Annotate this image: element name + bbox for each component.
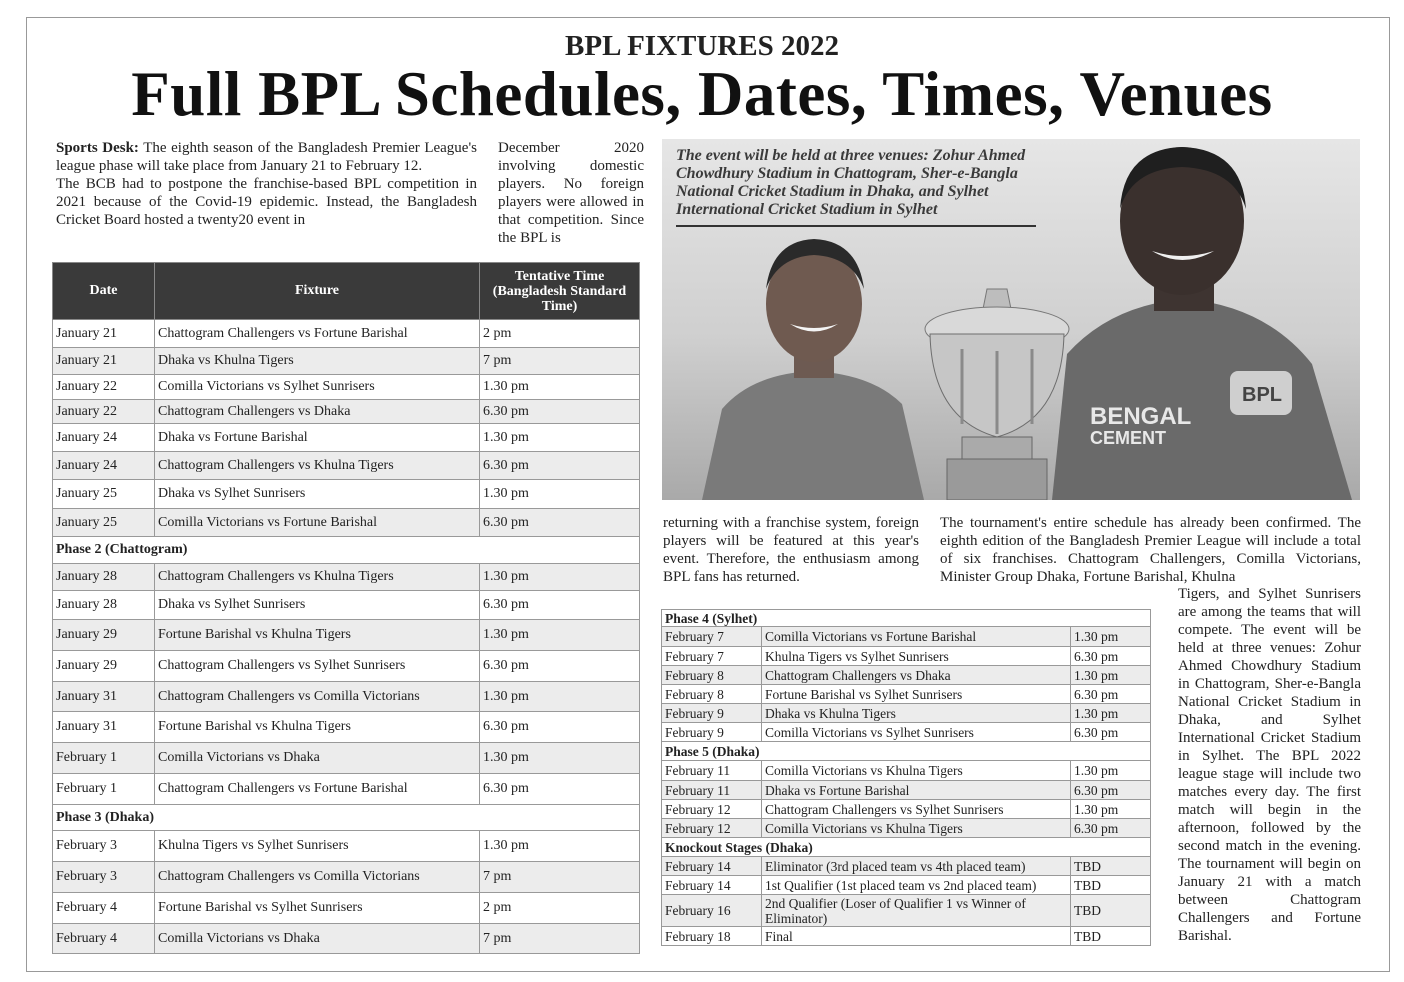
fixture-cell: Dhaka vs Sylhet Sunrisers [155,591,480,620]
table-row [662,781,1151,800]
table-row [662,800,1151,819]
fixture-cell: Chattogram Challengers vs Khulna Tigers [155,564,480,591]
table-row [53,320,640,348]
date-cell: January 24 [53,424,155,452]
time-cell: 6.30 pm [480,509,640,537]
body-column-a: returning with a franchise system, foreign players will be featured at this year's event. Therefore, the enthusiasm among BPL fans has returned. [663,515,919,585]
table-row [662,666,1151,685]
phase-label: Phase 2 (Chattogram) [53,537,640,564]
date-cell: February 1 [53,774,155,805]
time-cell: 1.30 pm [480,682,640,712]
fixture-cell: Dhaka vs Sylhet Sunrisers [155,480,480,509]
fixture-cell: Chattogram Challengers vs Dhaka [155,400,480,424]
date-cell: January 28 [53,591,155,620]
time-cell: 6.30 pm [1071,685,1151,704]
date-cell: January 22 [53,375,155,400]
table-row [662,704,1151,723]
table-row [662,927,1151,946]
fixture-cell: 1st Qualifier (1st placed team vs 2nd placed team) [762,876,1071,895]
fixture-cell: Comilla Victorians vs Dhaka [155,743,480,774]
table-row [53,682,640,712]
bpl-badge-text: BPL [1242,384,1282,406]
fixture-cell: Comilla Victorians vs Fortune Barishal [155,509,480,537]
table-row [53,774,640,805]
time-cell: 1.30 pm [480,424,640,452]
fixture-cell: Comilla Victorians vs Khulna Tigers [762,819,1071,838]
phase-label: Knockout Stages (Dhaka) [662,838,1151,857]
fixture-cell: Chattogram Challengers vs Sylhet Sunrisers [155,651,480,682]
table-row [53,651,640,682]
date-cell: February 7 [662,627,762,647]
fixture-cell: Comilla Victorians vs Fortune Barishal [762,627,1071,647]
table-row [662,685,1151,704]
time-cell: 1.30 pm [1071,761,1151,781]
table-row [53,591,640,620]
table-row [662,819,1151,838]
table-row [662,876,1151,895]
date-cell: February 12 [662,819,762,838]
table-row [53,424,640,452]
header-fixture: Fixture [155,263,480,320]
header-date: Date [53,263,155,320]
table-row [662,857,1151,876]
date-cell: February 3 [53,862,155,893]
fixtures-table-1 [52,262,640,954]
fixture-cell: Khulna Tigers vs Sylhet Sunrisers [155,831,480,862]
phase-label: Phase 3 (Dhaka) [53,805,640,831]
table-row [53,348,640,375]
table-row [53,862,640,893]
time-cell: 6.30 pm [480,712,640,743]
date-cell: January 29 [53,651,155,682]
date-cell: January 24 [53,452,155,480]
table-row [53,509,640,537]
fixture-cell: Chattogram Challengers vs Comilla Victorians [155,682,480,712]
date-cell: January 29 [53,620,155,651]
fixture-cell: Chattogram Challengers vs Khulna Tigers [155,452,480,480]
players-trophy-photo [662,139,1360,500]
time-cell: TBD [1071,927,1151,946]
time-cell: 6.30 pm [480,400,640,424]
phase-label: Phase 5 (Dhaka) [662,742,1151,761]
table-row [662,895,1151,927]
date-cell: February 3 [53,831,155,862]
intro-column-1 [56,139,477,229]
date-cell: February 12 [662,800,762,819]
fixture-cell: Comilla Victorians vs Khulna Tigers [762,761,1071,781]
phase-label: Phase 4 (Sylhet) [662,610,1151,627]
fixture-cell: Fortune Barishal vs Khulna Tigers [155,712,480,743]
time-cell: 2 pm [480,893,640,924]
jersey-text-line-2: CEMENT [1090,428,1166,448]
table-row [662,723,1151,742]
time-cell: 6.30 pm [1071,647,1151,666]
headline: Full BPL Schedules, Dates, Times, Venues [131,59,1273,129]
date-cell: February 4 [53,893,155,924]
fixture-cell: Dhaka vs Fortune Barishal [155,424,480,452]
time-cell: 6.30 pm [480,651,640,682]
fixture-cell: Dhaka vs Khulna Tigers [762,704,1071,723]
time-cell: 1.30 pm [1071,704,1151,723]
fixture-cell: 2nd Qualifier (Loser of Qualifier 1 vs Winner of Eliminator) [762,895,1071,927]
phase-row [662,742,1151,761]
date-cell: February 18 [662,927,762,946]
fixture-cell: Chattogram Challengers vs Fortune Barishal [155,774,480,805]
table-row [53,375,640,400]
date-cell: January 31 [53,712,155,743]
fixture-cell: Chattogram Challengers vs Fortune Barishal [155,320,480,348]
time-cell: 6.30 pm [1071,781,1151,800]
fixture-cell: Khulna Tigers vs Sylhet Sunrisers [762,647,1071,666]
fixture-cell: Eliminator (3rd placed team vs 4th placed team) [762,857,1071,876]
table-row [53,452,640,480]
fixture-cell: Fortune Barishal vs Sylhet Sunrisers [762,685,1071,704]
date-cell: January 31 [53,682,155,712]
phase-row [53,805,640,831]
date-cell: February 9 [662,704,762,723]
fixture-cell: Final [762,927,1071,946]
time-cell: 6.30 pm [1071,819,1151,838]
fixture-cell: Fortune Barishal vs Sylhet Sunrisers [155,893,480,924]
phase-row [662,610,1151,627]
intro-column-2: December 2020 involving domestic players. No foreign players were allowed in that competition. Since the BPL is [498,140,644,246]
table-row [53,924,640,954]
date-cell: February 14 [662,876,762,895]
intro-paragraph-1: The eighth season of the Bangladesh Premier League's league phase will take place from January 21 to February 12. [56,140,477,174]
date-cell: February 8 [662,666,762,685]
table-row [662,647,1151,666]
time-cell: 1.30 pm [1071,627,1151,647]
time-cell: TBD [1071,857,1151,876]
time-cell: 7 pm [480,862,640,893]
time-cell: 6.30 pm [480,774,640,805]
fixture-cell: Dhaka vs Fortune Barishal [762,781,1071,800]
fixture-cell: Chattogram Challengers vs Sylhet Sunrisers [762,800,1071,819]
time-cell: 1.30 pm [1071,666,1151,685]
date-cell: January 25 [53,509,155,537]
time-cell: 1.30 pm [480,620,640,651]
table-row [53,400,640,424]
date-cell: February 14 [662,857,762,876]
date-cell: January 25 [53,480,155,509]
time-cell: 1.30 pm [480,564,640,591]
date-cell: January 28 [53,564,155,591]
date-cell: January 22 [53,400,155,424]
date-cell: February 11 [662,781,762,800]
table-row [53,893,640,924]
date-cell: February 1 [53,743,155,774]
fixture-cell: Comilla Victorians vs Sylhet Sunrisers [155,375,480,400]
time-cell: 1.30 pm [1071,800,1151,819]
time-cell: 1.30 pm [480,831,640,862]
table-row [53,712,640,743]
header-time: Tentative Time (Bangladesh Standard Time) [480,263,640,320]
date-cell: February 7 [662,647,762,666]
fixture-cell: Comilla Victorians vs Sylhet Sunrisers [762,723,1071,742]
intro-lead: Sports Desk: [56,140,139,156]
table-row [662,627,1151,647]
date-cell: January 21 [53,320,155,348]
phase-row [53,537,640,564]
time-cell: 7 pm [480,348,640,375]
fixture-cell: Comilla Victorians vs Dhaka [155,924,480,954]
time-cell: TBD [1071,895,1151,927]
intro-paragraph-2: The BCB had to postpone the franchise-based BPL competition in 2021 because of the Covid-19 epidemic. Instead, the Bangladesh Cricket Board hosted a twenty20 event in [56,176,477,228]
phase-row [662,838,1151,857]
date-cell: January 21 [53,348,155,375]
date-cell: February 8 [662,685,762,704]
date-cell: February 4 [53,924,155,954]
body-column-b: The tournament's entire schedule has already been confirmed. The eighth edition of the Bangladesh Premier League will include a total of six franchises. Chattogram Challengers, Comilla Victorians, Minister Group Dhaka, Fortune Barishal, Khulna [940,515,1361,585]
kicker: BPL FIXTURES 2022 [565,30,839,62]
time-cell: 1.30 pm [480,743,640,774]
time-cell: 1.30 pm [480,480,640,509]
time-cell: 6.30 pm [480,591,640,620]
fixtures-table-2 [661,609,1151,946]
fixture-cell: Dhaka vs Khulna Tigers [155,348,480,375]
jersey-text-line-1: BENGAL [1090,403,1192,430]
body-column-c: Tigers, and Sylhet Sunrisers are among the teams that will compete. The event will be held at three venues: Zohur Ahmed Chowdhury Stadium in Chattogram, Sher-e-Bangla National Cricket Stadium in Dhaka, and Sylhet International Cricket Stadium in Sylhet. The BPL 2022 league stage will include two matches every day. The first match will begin in the afternoon, followed by the second match in the evening. The tournament will begin on January 21 with a match between Chattogram Challengers and Fortune Barishal. [1178,586,1361,944]
time-cell: 1.30 pm [480,375,640,400]
fixture-cell: Fortune Barishal vs Khulna Tigers [155,620,480,651]
table-row [53,743,640,774]
fixture-cell: Chattogram Challengers vs Comilla Victorians [155,862,480,893]
trophy-icon [925,289,1069,500]
time-cell: 7 pm [480,924,640,954]
table-row [53,831,640,862]
table-row [662,761,1151,781]
photo-caption: The event will be held at three venues: Zohur Ahmed Chowdhury Stadium in Chattogram, Sher-e-Bangla National Cricket Stadium in Dhaka, and Sylhet International Cricket Stadium in Sylhet [676,147,1036,227]
table-row [53,564,640,591]
table-row [53,480,640,509]
table-row [53,620,640,651]
time-cell: 2 pm [480,320,640,348]
table-header-row [53,263,640,320]
date-cell: February 11 [662,761,762,781]
time-cell: TBD [1071,876,1151,895]
date-cell: February 16 [662,895,762,927]
time-cell: 6.30 pm [1071,723,1151,742]
time-cell: 6.30 pm [480,452,640,480]
date-cell: February 9 [662,723,762,742]
fixture-cell: Chattogram Challengers vs Dhaka [762,666,1071,685]
